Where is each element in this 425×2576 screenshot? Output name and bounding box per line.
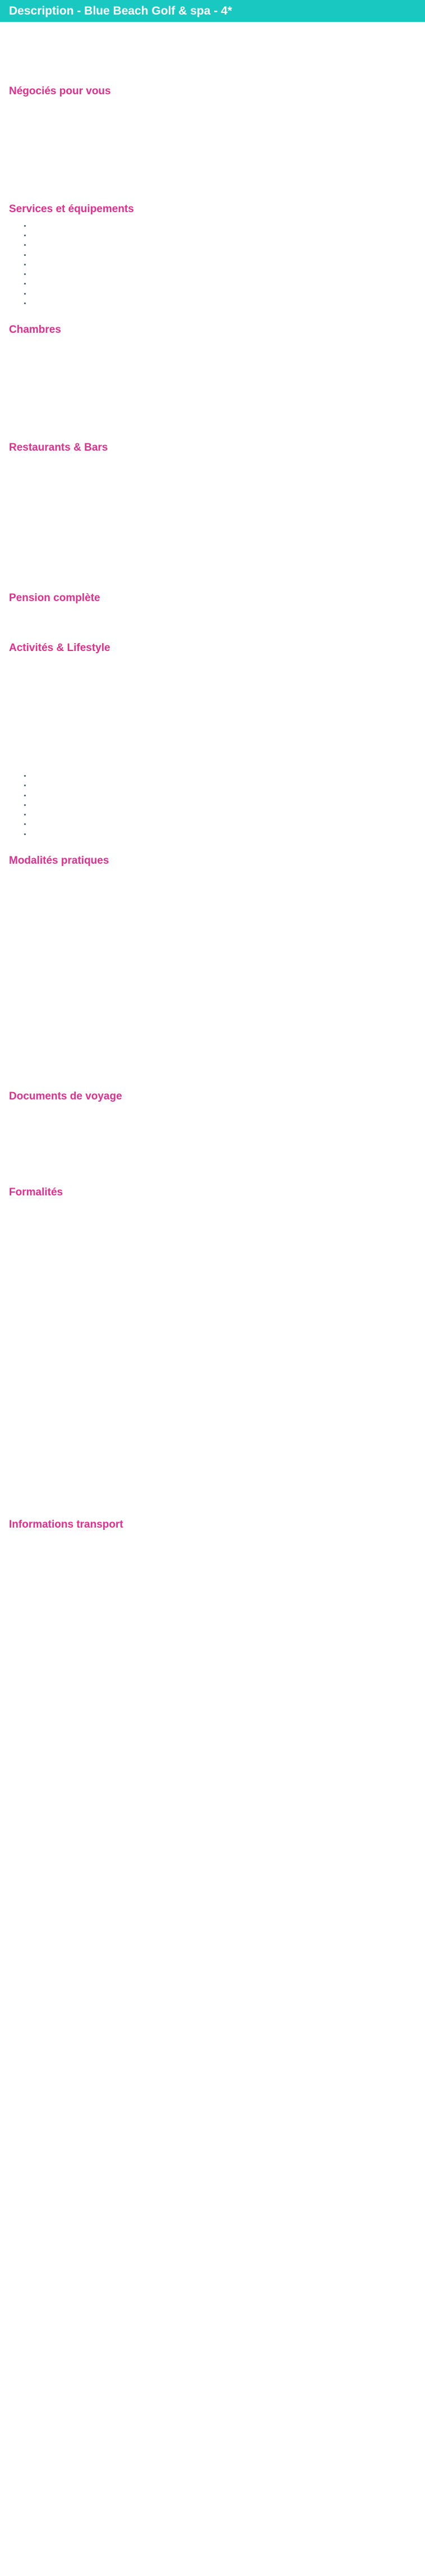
formalites-paragraph (9, 1308, 416, 1316)
chambres-paragraph (9, 410, 416, 427)
documents-paragraph (9, 1108, 416, 1125)
section-heading-services: Services et équipements (9, 203, 134, 216)
pension-paragraph (9, 610, 416, 627)
section-heading-chambres: Chambres (9, 324, 61, 336)
list-item (31, 231, 416, 241)
list-item (31, 820, 416, 829)
list-item (31, 772, 416, 781)
section-heading-formalites: Formalités (9, 1186, 63, 1199)
activites-paragraph (9, 683, 416, 716)
negocies-block (9, 104, 416, 188)
negocies-line (9, 131, 416, 139)
negocies-line (9, 104, 416, 112)
content (0, 29, 425, 1672)
formalites-paragraph (9, 1227, 416, 1244)
list-item (31, 222, 416, 231)
list-item (31, 801, 416, 810)
formalites-paragraph (9, 1411, 416, 1419)
restaurants-paragraph (9, 547, 416, 554)
list-item (31, 830, 416, 840)
activites-paragraph (9, 661, 416, 677)
list-item (31, 270, 416, 279)
formalites-paragraph (9, 1322, 416, 1330)
list-item (31, 791, 416, 801)
negocies-line (9, 117, 416, 125)
formalites-paragraph (9, 1349, 416, 1356)
restaurants-paragraph (9, 560, 416, 577)
chambres-paragraph (9, 342, 416, 359)
restaurants-paragraph (9, 516, 416, 533)
list-item (31, 251, 416, 260)
list-item (31, 260, 416, 270)
list-item (31, 810, 416, 820)
formalites-paragraph (9, 1335, 416, 1343)
services-list (9, 222, 416, 309)
formalites-paragraph (9, 1362, 416, 1370)
list-item (31, 279, 416, 289)
formalites-paragraph (9, 1250, 416, 1267)
title-bar (0, 0, 425, 22)
formalites-paragraph (9, 1295, 416, 1303)
list-item (31, 299, 416, 309)
section-heading-pension: Pension complète (9, 592, 100, 604)
formalites-paragraph (9, 1376, 416, 1383)
section-heading-modalites: Modalités pratiques (9, 854, 109, 867)
formalites-paragraph (9, 1272, 416, 1289)
spacer (9, 721, 416, 772)
negocies-line (9, 144, 416, 152)
formalites-paragraph (9, 1496, 416, 1504)
modalites-paragraph (9, 873, 416, 890)
negocies-line (9, 158, 416, 166)
section-heading-documents: Documents de voyage (9, 1090, 122, 1102)
intro-paragraph (9, 29, 416, 70)
list-item (31, 241, 416, 250)
list-item (31, 290, 416, 299)
activites-list (9, 772, 416, 840)
section-heading-restaurants: Restaurants & Bars (9, 441, 108, 453)
restaurants-paragraph (9, 470, 416, 487)
restaurants-paragraph (9, 503, 416, 511)
chambres-paragraph (9, 374, 416, 382)
transport-paragraph (9, 1537, 416, 1672)
section-heading-negocies: Négociés pour vous (9, 85, 111, 98)
formalites-paragraph (9, 1389, 416, 1397)
formalites-paragraph (9, 1205, 416, 1213)
section-heading-transport: Informations transport (9, 1519, 123, 1531)
page-title: Description - Blue Beach Golf & spa - 4* (9, 4, 232, 17)
formalites-paragraph (9, 1464, 416, 1481)
formalites-paragraph (9, 1425, 416, 1450)
chambres-paragraph (9, 387, 416, 404)
documents-paragraph (9, 1131, 416, 1171)
list-item (31, 781, 416, 791)
modalites-paragraph (9, 896, 416, 1075)
section-heading-activites: Activités & Lifestyle (9, 642, 110, 654)
